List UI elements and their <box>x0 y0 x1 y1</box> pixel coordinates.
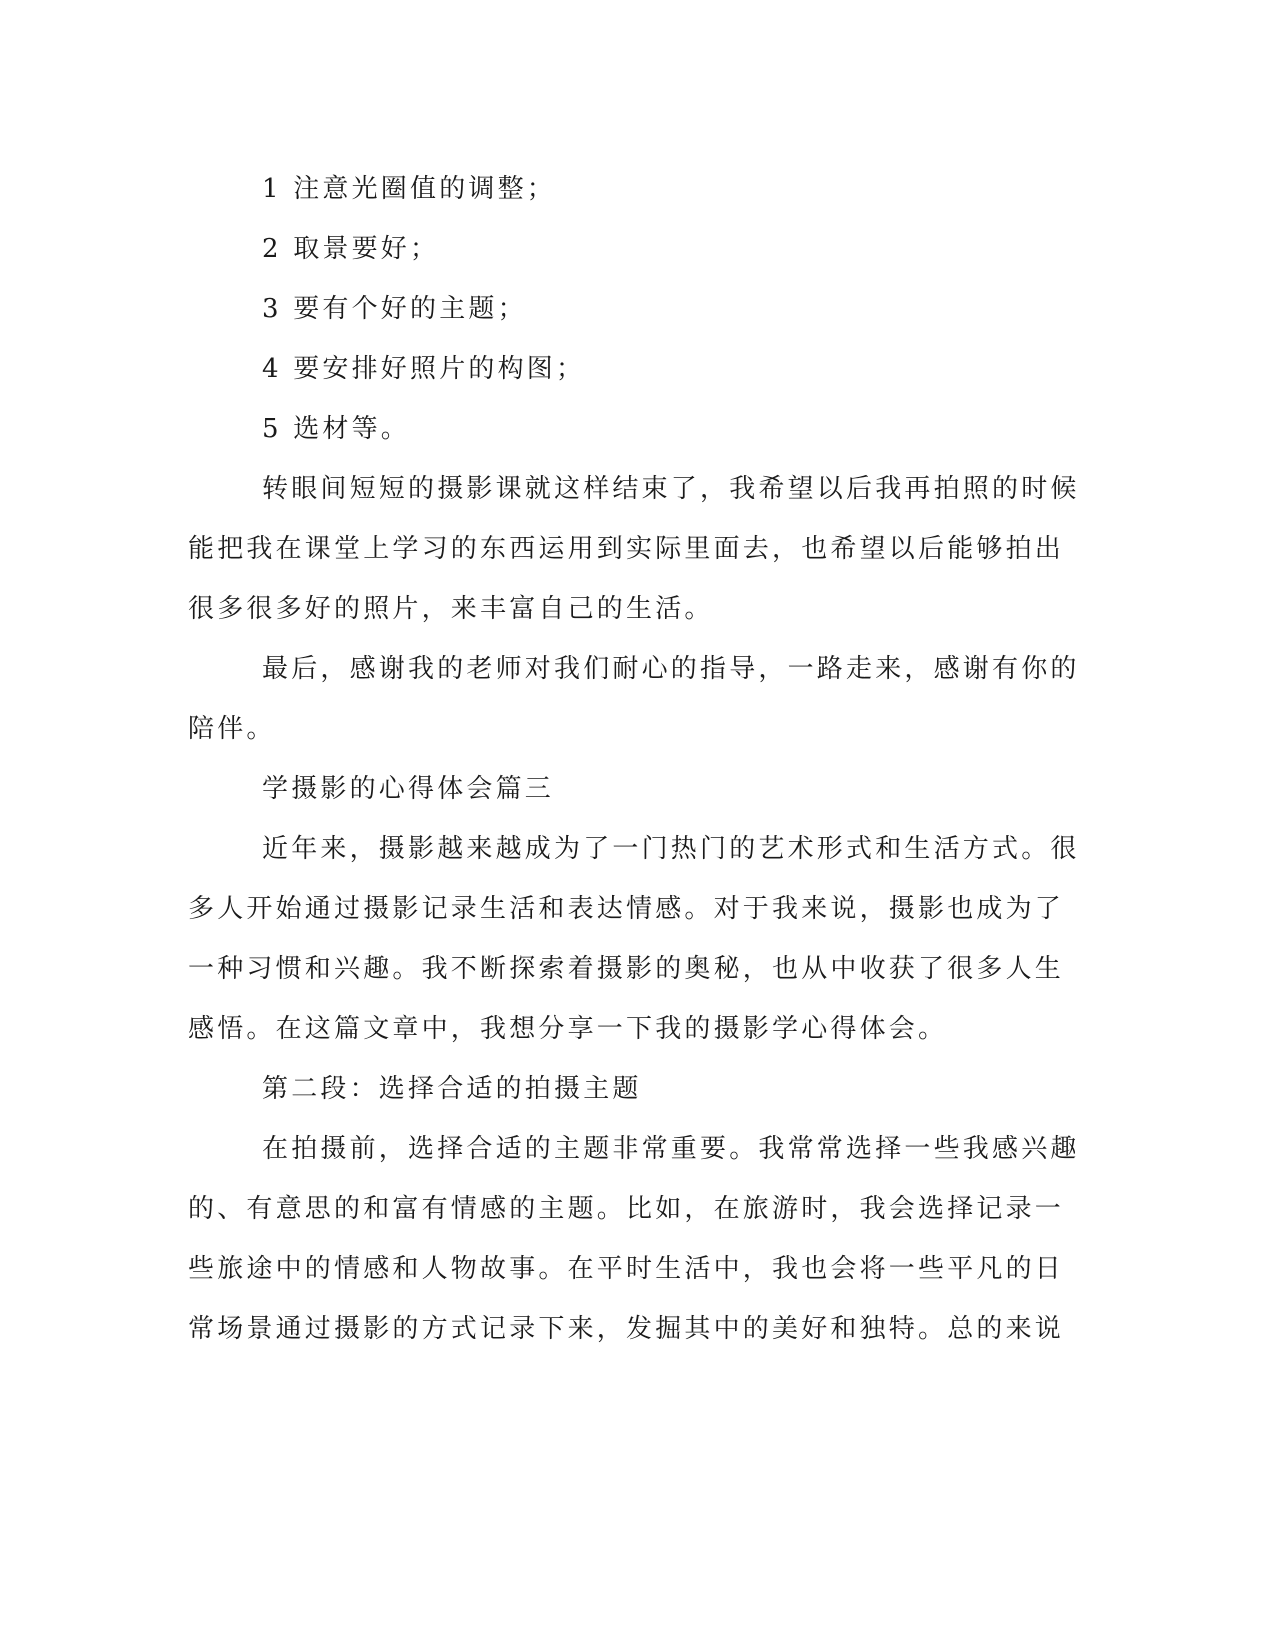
paragraph-4-line-2: 的、有意思的和富有情感的主题。比如，在旅游时，我会选择记录一 <box>188 1194 1065 1224</box>
subheading: 第二段：选择合适的拍摄主题 <box>262 1074 642 1104</box>
paragraph-3-line-2: 多人开始通过摄影记录生活和表达情感。对于我来说，摄影也成为了 <box>188 894 1065 924</box>
paragraph-2-line-1: 最后，感谢我的老师对我们耐心的指导，一路走来，感谢有你的 <box>262 654 1080 684</box>
paragraph-1-line-2: 能把我在课堂上学习的东西运用到实际里面去，也希望以后能够拍出 <box>188 534 1065 564</box>
paragraph-4-line-4: 常场景通过摄影的方式记录下来，发掘其中的美好和独特。总的来说 <box>188 1314 1065 1344</box>
paragraph-1-line-1: 转眼间短短的摄影课就这样结束了，我希望以后我再拍照的时候 <box>262 474 1080 504</box>
paragraph-2-line-2: 陪伴。 <box>188 714 276 744</box>
paragraph-4-line-3: 些旅途中的情感和人物故事。在平时生活中，我也会将一些平凡的日 <box>188 1254 1065 1284</box>
paragraph-4-line-1: 在拍摄前，选择合适的主题非常重要。我常常选择一些我感兴趣 <box>262 1134 1080 1164</box>
paragraph-3-line-4: 感悟。在这篇文章中，我想分享一下我的摄影学心得体会。 <box>188 1014 948 1044</box>
list-item-5: 5 选材等。 <box>262 414 411 444</box>
list-item-1: 1 注意光圈值的调整； <box>262 174 557 204</box>
list-item-3: 3 要有个好的主题； <box>262 294 527 324</box>
paragraph-1-line-3: 很多很多好的照片，来丰富自己的生活。 <box>188 594 714 624</box>
list-item-2: 2 取景要好； <box>262 234 440 264</box>
section-title: 学摄影的心得体会篇三 <box>262 774 555 804</box>
paragraph-3-line-1: 近年来，摄影越来越成为了一门热门的艺术形式和生活方式。很 <box>262 834 1080 864</box>
list-item-4: 4 要安排好照片的构图； <box>262 354 586 384</box>
paragraph-3-line-3: 一种习惯和兴趣。我不断探索着摄影的奥秘，也从中收获了很多人生 <box>188 954 1065 984</box>
